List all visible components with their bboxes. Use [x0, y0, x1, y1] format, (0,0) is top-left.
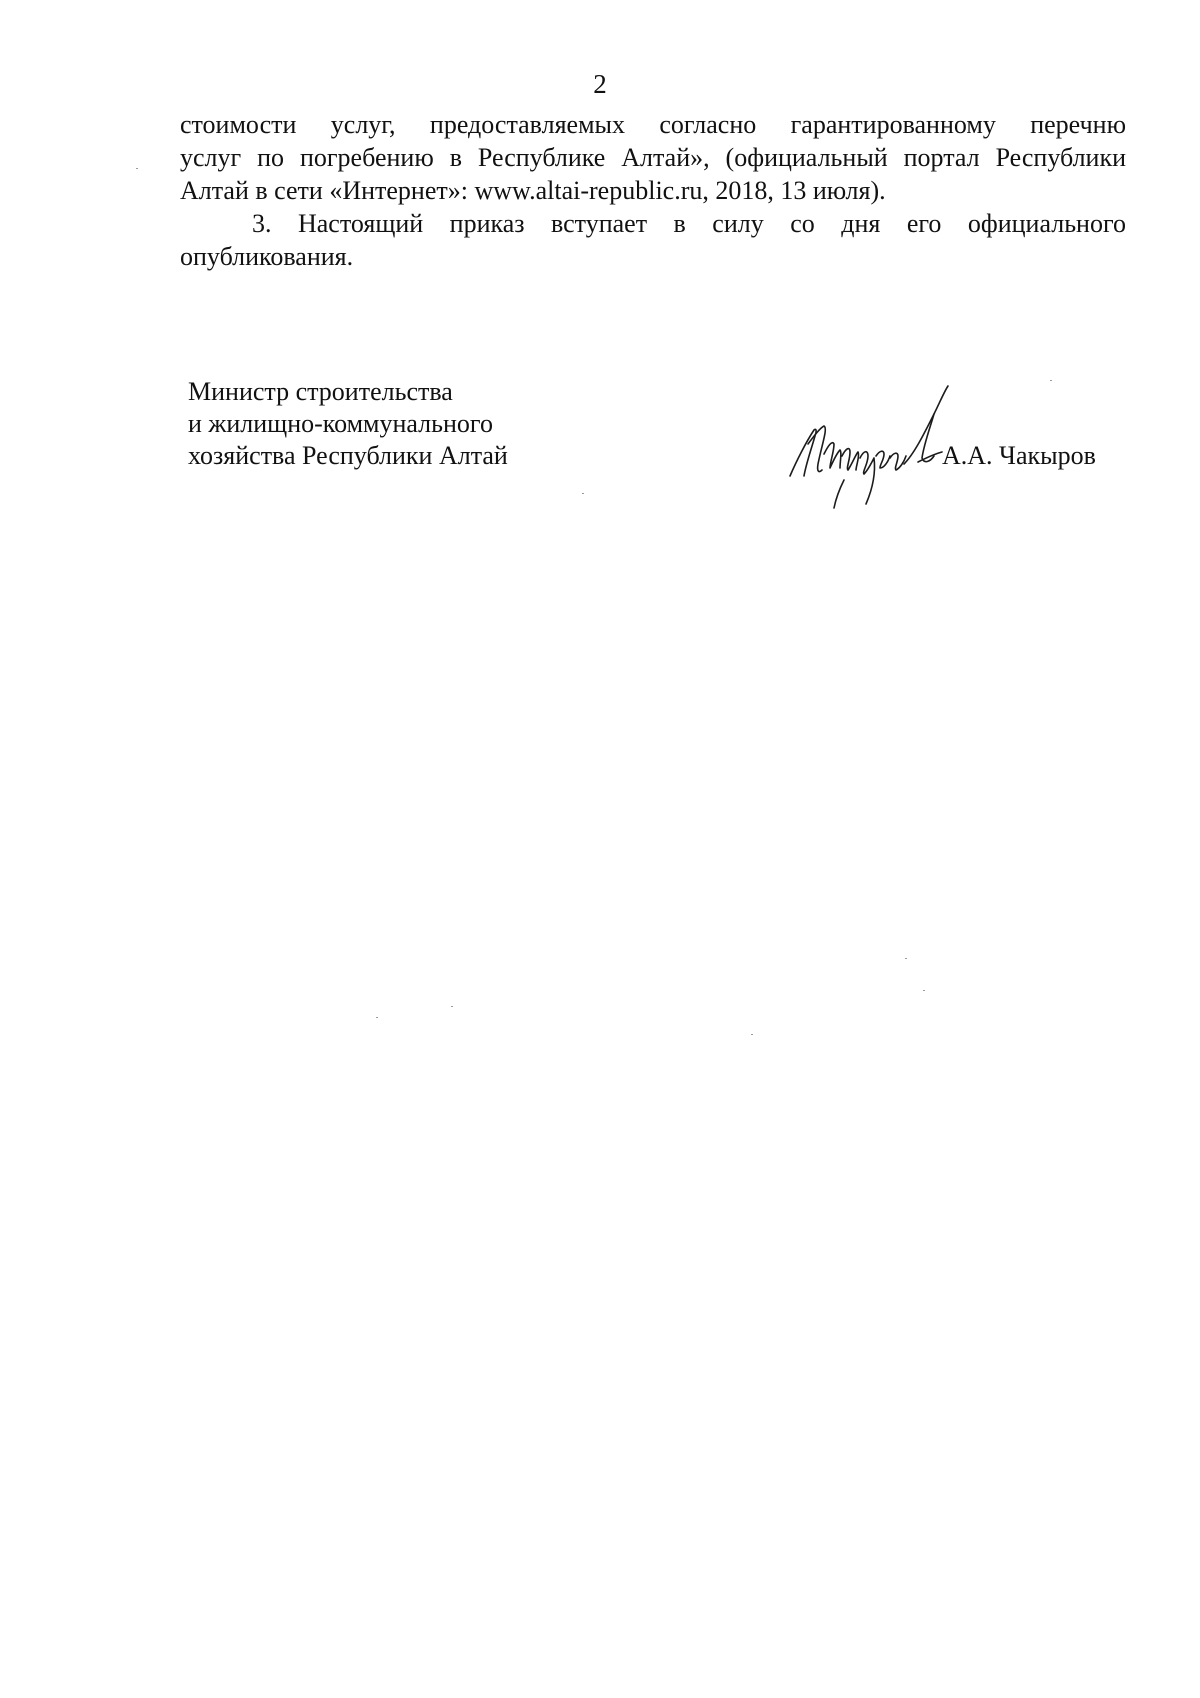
handwritten-signature [784, 384, 966, 510]
document-body [180, 108, 1126, 273]
scan-speck [905, 958, 907, 959]
page-number: 2 [593, 69, 607, 99]
signer-name: А.А. Чакыров [942, 441, 1096, 470]
scan-speck [582, 493, 584, 494]
scan-speck [451, 1006, 453, 1007]
scan-speck [376, 1017, 378, 1018]
scan-speck [136, 168, 138, 169]
paragraph-line: услуг по погребению в Республике Алтай», (официальный портал Республики [180, 143, 1126, 172]
signatory-position [188, 376, 508, 472]
position-line: Министр строительства [188, 377, 453, 406]
scan-speck [923, 990, 925, 991]
paragraph-line: Алтай в сети «Интернет»: www.altai-republic.ru, 2018, 13 июля). [180, 176, 886, 205]
paragraph-line: опубликования. [180, 242, 354, 271]
paragraph-line: 3. Настоящий приказ вступает в силу со дня его официального [252, 209, 1126, 238]
paragraph-line: стоимости услуг, предоставляемых согласно гарантированному перечню [180, 110, 1126, 139]
scan-speck [1050, 380, 1052, 381]
paragraph-3 [180, 207, 1126, 273]
scan-speck [751, 1034, 753, 1035]
position-line: и жилищно-коммунального [188, 409, 493, 438]
paragraph-continued [180, 108, 1126, 207]
position-line: хозяйства Республики Алтай [188, 441, 508, 470]
